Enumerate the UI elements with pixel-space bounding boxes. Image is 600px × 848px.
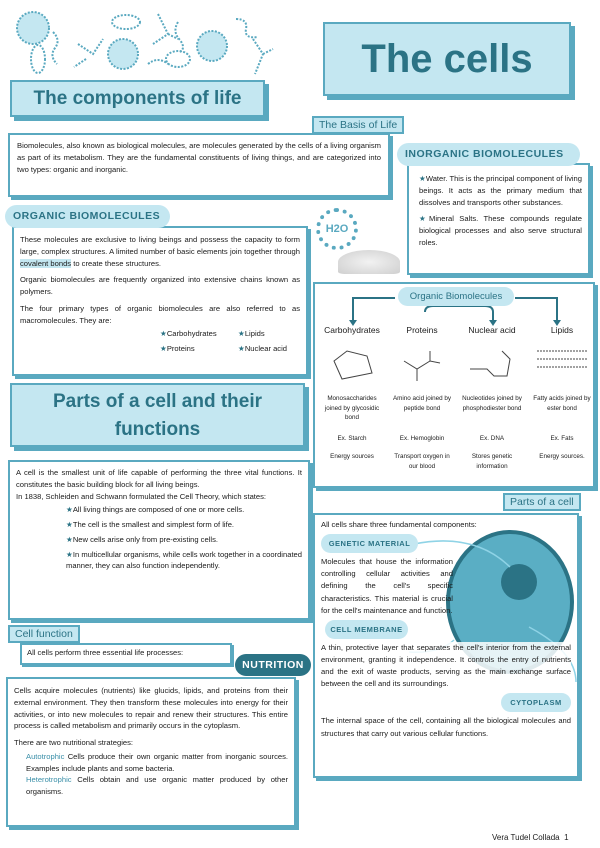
star-icon: ★ <box>419 174 426 183</box>
cell-function-tab: Cell function <box>8 625 80 643</box>
list-item: ★Lipids <box>238 329 265 339</box>
star-icon: ★ <box>160 344 167 354</box>
molecule-structure-icon <box>322 341 382 391</box>
organic-types-text: The four primary types of organic biomolecules are also referred to as macromolecules. They are: <box>20 303 300 325</box>
column-example: Ex. DNA <box>479 435 505 443</box>
list-item: ★Proteins <box>160 344 195 354</box>
nutrition-box <box>6 677 296 827</box>
organic-heading: ORGANIC BIOMOLECULES <box>5 205 170 228</box>
column-title: Proteins <box>406 325 438 335</box>
parts-box <box>313 513 579 778</box>
list-item: ★Water. This is the principal component of living beings. It acts as the primary medium that dissolves and transports other substances. <box>419 174 582 207</box>
list-item: ★The cell is the smallest and simplest form of life. <box>66 520 235 530</box>
cell-function-intro-box <box>20 643 232 665</box>
organic-text: These molecules are exclusive to living beings and possess the capacity to form large, complex structures. A limited number of basic elements join together through <box>20 235 300 256</box>
cell-membrane-heading: CELL MEMBRANE <box>325 620 408 639</box>
parts-of-cell-tab: Parts of a cell <box>503 493 581 511</box>
star-icon: ★ <box>160 329 167 339</box>
nutrition-heading: NUTRITION <box>235 654 311 676</box>
genetic-material-heading: GENETIC MATERIAL <box>321 534 418 553</box>
autotrophic-item: Autotrophic Cells produce their own organic matter from inorganic sources. Examples include plants and some bacteria. <box>26 751 288 773</box>
heterotrophic-item: Heterotrophic Cells obtain and use organic matter produced by other organisms. <box>26 775 288 797</box>
cytoplasm-heading: CYTOPLASM <box>501 693 571 712</box>
page-title: The cells <box>323 22 571 96</box>
list-item: ★All living things are composed of one or more cells. <box>66 505 245 515</box>
column-title: Carbohydrates <box>324 325 380 335</box>
column-role: Stores genetic information <box>471 453 513 470</box>
column-role: Energy sources <box>330 453 374 461</box>
star-icon: ★ <box>66 505 73 515</box>
list-item: ★New cells arise only from pre-existing cells. <box>66 534 218 544</box>
macromolecule-list <box>160 328 300 355</box>
molecule-structure-icon <box>392 341 452 391</box>
biomolecule-column <box>457 324 527 471</box>
column-description: Nucleotides joined by phosphodiester bond <box>462 395 522 412</box>
column-description: Monosaccharides joined by glycosidic bond <box>324 395 380 422</box>
nutrition-text: Cells acquire molecules (nutrients) like glucids, lipids, and proteins from their external environment. They then transform these molecules into energy for their activities, or into new molecules to repair and renew their structures. This entire process is called metabolism and primarily occurs in the cytoplasm. <box>14 686 288 731</box>
cell-definition-text: A cell is the smallest unit of life capable of performing the three vital functions. It constitutes the basic building block for all living beings. <box>16 468 302 489</box>
covalent-bonds-highlight: covalent bonds <box>20 258 72 268</box>
salt-pile-image <box>338 250 400 274</box>
organic-diagram-box <box>313 282 595 488</box>
intro-box <box>8 133 390 197</box>
column-role: Transport oxygen in our blood <box>394 453 450 470</box>
biomolecule-column <box>527 324 597 462</box>
cytoplasm-text: The internal space of the cell, containing all the biological molecules and structures that carry out various cellular functions. <box>321 716 571 738</box>
genetic-material-text: Molecules that house the information controlling cellular activities and defining the cell's specific characteristics. This material is crucial for the cell's maintenance and function. <box>321 557 453 615</box>
column-description: Fatty acids joined by ester bond <box>533 395 591 412</box>
cell-membrane-text: A thin, protective layer that separates the cell's interior from the external environment, granting it independence. It controls the entry of nutrients and the exit of waste products, serving as the main exchange surface between the cell and its surroundings. <box>321 642 571 691</box>
author-name: Vera Tudel Collada <box>492 833 560 842</box>
column-title: Lipids <box>550 325 574 335</box>
list-item: ★In multicellular organisms, while cells work together in a coordinated manner, they can also function independently. <box>66 549 303 571</box>
cell-theory-list <box>16 504 302 572</box>
components-title: The components of life <box>10 80 265 117</box>
list-item: ★Nuclear acid <box>238 344 288 354</box>
basis-of-life-tab: The Basis of Life <box>312 116 404 134</box>
column-example: Ex. Hemoglobin <box>399 435 445 443</box>
footer <box>492 833 569 842</box>
nutrition-strategies-intro: There are two nutritional strategies: <box>14 738 134 748</box>
star-icon: ★ <box>419 214 430 224</box>
cell-function-intro: All cells perform three essential life processes: <box>27 648 184 657</box>
column-role: Energy sources. <box>539 453 585 461</box>
star-icon: ★ <box>66 534 73 544</box>
h2o-icon: H2O <box>316 208 358 250</box>
column-description: Amino acid joined by peptide bond <box>392 395 452 412</box>
parts-intro: All cells share three fundamental components: <box>321 520 477 529</box>
list-item: ★Carbohydrates <box>160 329 217 339</box>
biomolecule-column <box>387 324 457 471</box>
intro-text: Biomolecules, also known as biological molecules, are molecules generated by the cells of a living organism as part of its metabolism. They are the fundamental constituents of living things, and are categorized into two types: organic and inorganic. <box>17 141 381 174</box>
column-title: Nuclear acid <box>468 325 516 335</box>
microbes-illustration <box>8 4 308 79</box>
star-icon: ★ <box>238 329 245 339</box>
parts-title: Parts of a cell and their functions <box>10 383 305 447</box>
organic-text: to create these structures. <box>73 258 162 268</box>
column-example: Ex. Fats <box>550 435 574 443</box>
star-icon: ★ <box>66 520 73 530</box>
biomolecule-column <box>317 324 387 462</box>
organic-box <box>12 226 308 376</box>
star-icon: ★ <box>66 549 73 559</box>
organic-polymers-text: Organic biomolecules are frequently organized into extensive chains known as polymers. <box>20 275 300 297</box>
diagram-title: Organic Biomolecules <box>398 287 514 306</box>
molecule-structure-icon <box>532 341 592 391</box>
page-number: 1 <box>564 833 569 842</box>
list-item: ★Mineral Salts. These compounds regulate biological processes and also serve structural roles. <box>419 214 582 247</box>
molecule-structure-icon <box>462 341 522 391</box>
inorganic-heading: INORGANIC BIOMOLECULES <box>397 143 580 166</box>
star-icon: ★ <box>238 344 245 354</box>
column-example: Ex. Starch <box>337 435 367 443</box>
cell-theory-intro: In 1838, Schleiden and Schwann formulated the Cell Theory, which states: <box>16 491 267 501</box>
cell-theory-box <box>8 460 310 620</box>
inorganic-box <box>407 163 590 275</box>
